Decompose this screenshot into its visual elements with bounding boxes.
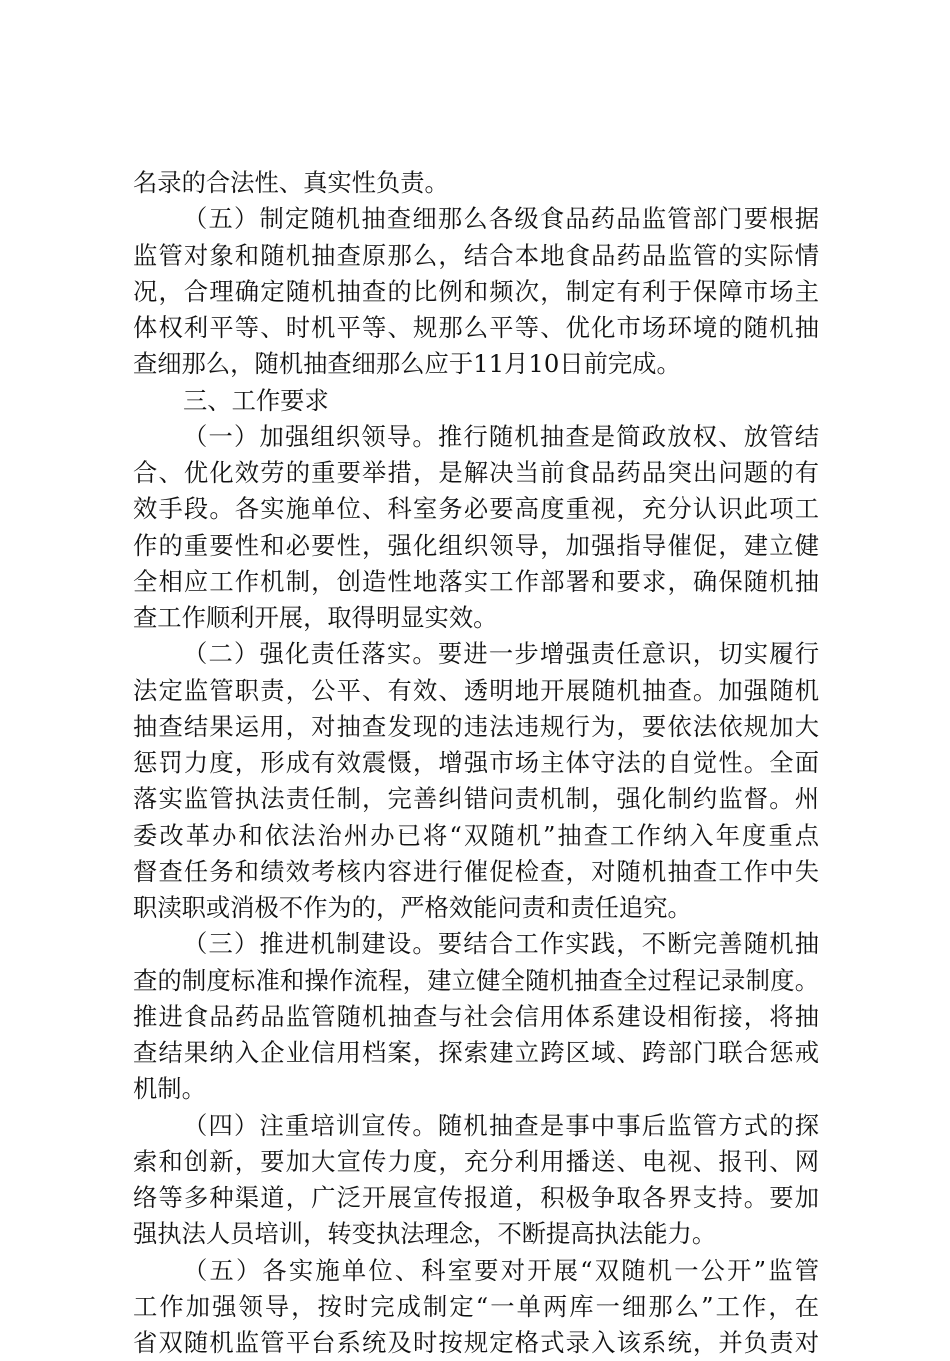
text-line: 全相应工作机制，创造性地落实工作部署和要求，确保随机抽 bbox=[133, 566, 819, 596]
text-line: 职渎职或消极不作为的，严格效能问责和责任追究。 bbox=[133, 893, 692, 922]
text-line: 查细那么，随机抽查细那么应于11月10日前完成。 bbox=[133, 349, 681, 379]
text-line: 抽查结果运用，对抽查发现的违法违规行为，要依法依规加大 bbox=[133, 711, 819, 741]
text-line: 工作加强领导，按时完成制定“一单两库一细那么”工作，在 bbox=[133, 1291, 819, 1321]
text-line: 效手段。各实施单位、科室务必要高度重视，充分认识此项工 bbox=[133, 494, 819, 524]
text-line: （五）制定随机抽查细那么各级食品药品监管部门要根据 bbox=[183, 204, 819, 234]
text-line: 查工作顺利开展，取得明显实效。 bbox=[133, 603, 498, 632]
text-line: （五）各实施单位、科室要对开展“双随机一公开”监管 bbox=[183, 1255, 819, 1285]
text-line: 名录的合法性、真实性负责。 bbox=[133, 168, 449, 197]
text-line: 落实监管执法责任制，完善纠错问责机制，强化制约监督。州 bbox=[133, 784, 819, 814]
text-line: 索和创新，要加大宣传力度，充分利用播送、电视、报刊、网 bbox=[133, 1146, 819, 1176]
text-line: 络等多种渠道，广泛开展宣传报道，积极争取各界支持。要加 bbox=[133, 1183, 819, 1212]
text-line: 查结果纳入企业信用档案，探索建立跨区域、跨部门联合惩戒 bbox=[133, 1038, 819, 1067]
text-line: 体权利平等、时机平等、规那么平等、优化市场环境的随机抽 bbox=[133, 313, 819, 342]
text-line: 法定监管职责，公平、有效、透明地开展随机抽查。加强随机 bbox=[133, 675, 819, 705]
text-line: （一）加强组织领导。推行随机抽查是简政放权、放管结 bbox=[183, 421, 819, 451]
text-line: 查的制度标准和操作流程，建立健全随机抽查全过程记录制度。 bbox=[133, 965, 819, 995]
text-line: 督查任务和绩效考核内容进行催促检查，对随机抽查工作中失 bbox=[133, 856, 819, 886]
text-line: （三）推进机制建设。要结合工作实践，不断完善随机抽 bbox=[183, 929, 819, 959]
text-line: 省双随机监管平台系统及时按规定格式录入该系统，并负责对 bbox=[133, 1328, 819, 1357]
text-line: 况，合理确定随机抽查的比例和频次，制定有利于保障市场主 bbox=[133, 276, 819, 306]
text-line: 监管对象和随机抽查原那么，结合本地食品药品监管的实际情 bbox=[133, 240, 819, 270]
text-line: 三、工作要求 bbox=[183, 385, 329, 415]
text-line: 推进食品药品监管随机抽查与社会信用体系建设相衔接，将抽 bbox=[133, 1001, 819, 1031]
text-line: 惩罚力度，形成有效震慑，增强市场主体守法的自觉性。全面 bbox=[133, 748, 819, 777]
document-body bbox=[133, 165, 819, 1361]
text-line: 作的重要性和必要性，强化组织领导，加强指导催促，建立健 bbox=[133, 530, 819, 560]
text-line: （二）强化责任落实。要进一步增强责任意识，切实履行 bbox=[183, 639, 819, 669]
text-line: 机制。 bbox=[133, 1074, 206, 1104]
text-line: 强执法人员培训，转变执法理念，不断提高执法能力。 bbox=[133, 1219, 717, 1249]
text-line: 合、优化效劳的重要举措，是解决当前食品药品突出问题的有 bbox=[133, 458, 819, 487]
text-line: （四）注重培训宣传。随机抽查是事中事后监管方式的探 bbox=[183, 1110, 819, 1140]
text-line: 委改革办和依法治州办已将“双随机”抽查工作纳入年度重点 bbox=[133, 820, 819, 850]
